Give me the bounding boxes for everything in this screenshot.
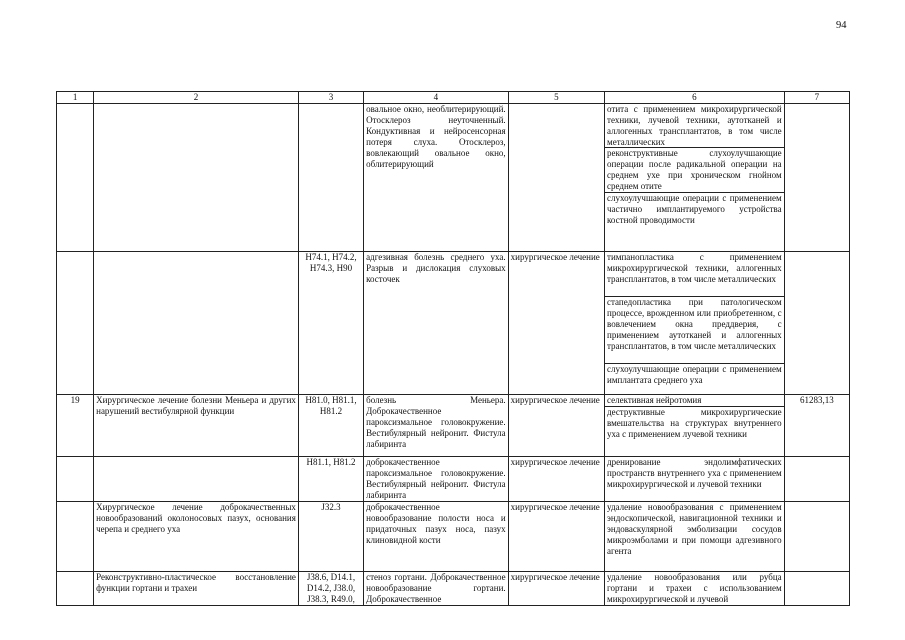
diagnosis-cell: доброкачественное пароксизмальное головокружение. Вестибулярный нейронит. Фистула лабиринта [364, 457, 509, 502]
header-col-5: 5 [508, 92, 604, 104]
procedure-cell: Реконструктивно-пластическое восстановление функции гортани и трахеи [94, 572, 299, 606]
cost-cell [784, 502, 849, 572]
procedure-cell [94, 104, 299, 252]
table-row [57, 502, 850, 572]
treatment-type-cell: хирургическое лечение [508, 457, 604, 502]
cost-cell [784, 252, 849, 395]
icd-code-cell: H74.1, H74.2, H74.3, H90 [298, 252, 363, 395]
method-cell [605, 104, 785, 252]
icd-code-cell: H81.0, H81.1, H81.2 [298, 395, 363, 457]
header-col-2: 2 [94, 92, 299, 104]
diagnosis-cell: доброкачественное новообразование полости носа и придаточных пазух носа, пазух клиновидной кости [364, 502, 509, 572]
icd-code-cell: H81.1, H81.2 [298, 457, 363, 502]
table-row [57, 252, 850, 395]
method-cell: дренирование эндолимфатических пространств внутреннего уха с применением микрохирургической и лучевой техники [605, 457, 785, 502]
method-cell [605, 252, 785, 395]
procedure-cell [94, 457, 299, 502]
method-item: слухоулучшающие операции с применением частично имплантируемого устройства костной проводимости [607, 193, 782, 225]
row-number-cell: 19 [57, 395, 94, 457]
procedures-table [56, 91, 850, 606]
treatment-type-cell [508, 104, 604, 252]
cost-cell [784, 572, 849, 606]
treatment-type-cell: хирургическое лечение [508, 252, 604, 395]
diagnosis-cell: болезнь Меньера. Доброкачественное пароксизмальное головокружение. Вестибулярный нейронит. Фистула лабиринта [364, 395, 509, 457]
cost-cell: 61283,13 [784, 395, 849, 457]
procedure-cell [94, 252, 299, 395]
row-number-cell [57, 572, 94, 606]
table-row [57, 457, 850, 502]
table-row [57, 572, 850, 606]
method-item: слухоулучшающие операции с применением имплантата среднего уха [607, 364, 782, 385]
treatment-type-cell: хирургическое лечение [508, 572, 604, 606]
method-cell: удаление новообразования с применением эндоскопической, навигационной техники и эндоваскулярной эмболизации сосудов микроэмболами и при помощи адгезивного агента [605, 502, 785, 572]
row-number-cell [57, 502, 94, 572]
method-item: селективная нейротомия [607, 395, 702, 405]
method-item: отита с применением микрохирургической техники, лучевой техники, аутотканей и аллогенных трансплантатов, в том числе металлических [607, 104, 782, 147]
procedure-cell: Хирургическое лечение доброкачественных новообразований околоносовых пазух, основания черепа и среднего уха [94, 502, 299, 572]
diagnosis-cell: овальное окно, необлитерирующий. Отосклероз неуточненный. Кондуктивная и нейросенсорная потеря слуха. Отосклероз, вовлекающий овальное окно, облитерирующий [364, 104, 509, 252]
icd-code-cell: J38.6, D14.1, D14.2, J38.0, J38.3, R49.0, [298, 572, 363, 606]
header-col-7: 7 [784, 92, 849, 104]
method-item: стапедопластика при патологическом процессе, врожденном или приобретенном, с вовлечением окна преддверия, с применением аутотканей и аллогенных трансплантатов, в том числе металлических [605, 296, 784, 363]
cost-cell [784, 104, 849, 252]
diagnosis-cell: стеноз гортани. Доброкачественное новообразование гортани. Доброкачественное [364, 572, 509, 606]
method-item: реконструктивные слухоулучшающие операции после радикальной операции на среднем ухе при хроническом гнойном среднем отите [607, 148, 782, 191]
row-number-cell [57, 457, 94, 502]
method-item: тимпанопластика с применением микрохирургической техники, аллогенных трансплантатов, в том числе металлических [607, 252, 782, 284]
row-number-cell [57, 104, 94, 252]
cost-cell [784, 457, 849, 502]
method-item: деструктивные микрохирургические вмешательства на структурах внутреннего уха с применением лучевой техники [607, 407, 782, 439]
diagnosis-cell: адгезивная болезнь среднего уха. Разрыв и дислокация слуховых косточек [364, 252, 509, 395]
icd-code-cell: J32.3 [298, 502, 363, 572]
header-col-3: 3 [298, 92, 363, 104]
method-cell: удаление новообразования или рубца гортани и трахеи с использованием микрохирургической и лучевой [605, 572, 785, 606]
header-col-6: 6 [605, 92, 785, 104]
header-col-4: 4 [364, 92, 509, 104]
row-number-cell [57, 252, 94, 395]
page-number: 94 [836, 20, 847, 31]
table-header-row [57, 92, 850, 104]
treatment-type-cell: хирургическое лечение [508, 395, 604, 457]
header-col-1: 1 [57, 92, 94, 104]
method-cell [605, 395, 785, 457]
table-row [57, 104, 850, 252]
table-row [57, 395, 850, 457]
treatment-type-cell: хирургическое лечение [508, 502, 604, 572]
icd-code-cell [298, 104, 363, 252]
procedure-cell: Хирургическое лечение болезни Меньера и других нарушений вестибулярной функции [94, 395, 299, 457]
